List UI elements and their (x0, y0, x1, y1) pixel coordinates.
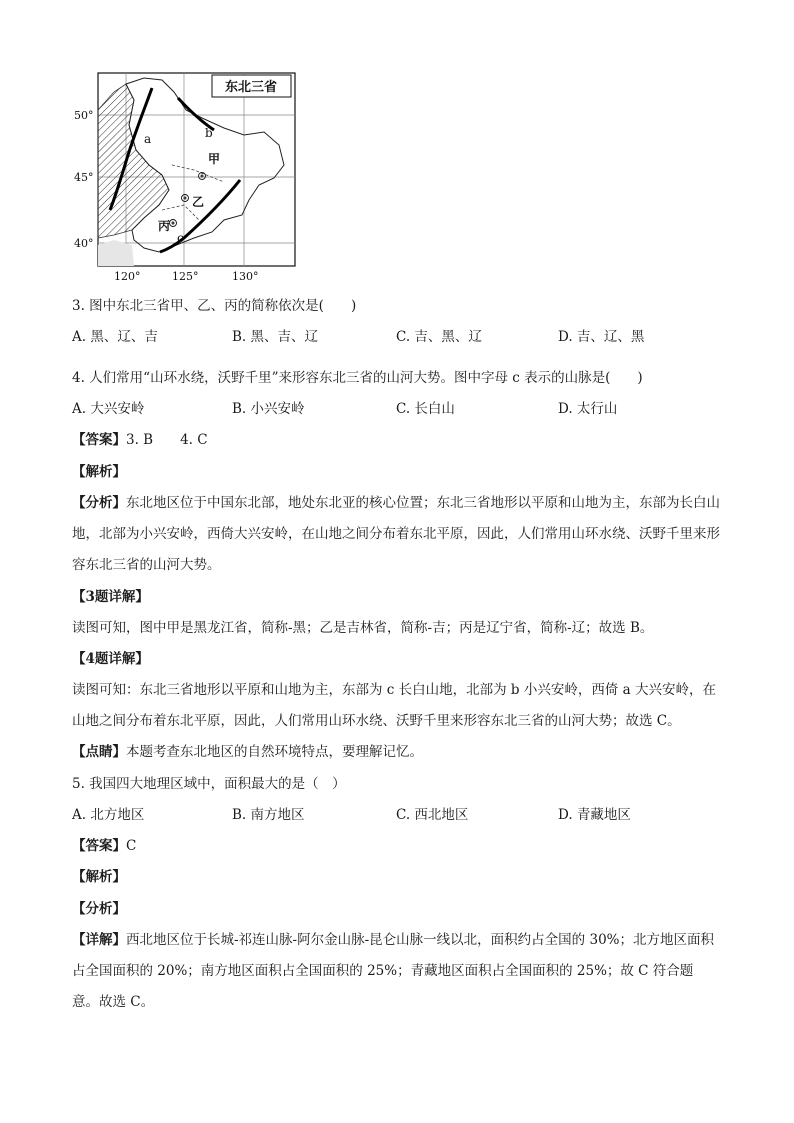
map-title: 东北三省 (224, 80, 278, 95)
q4-option-a[interactable]: A. 大兴安岭 (72, 401, 145, 417)
mountain-label-b: b (205, 126, 213, 140)
mountain-label-c: c (177, 231, 184, 245)
lon-label-120: 120° (114, 270, 141, 283)
lon-label-130: 130° (232, 270, 259, 283)
q4-option-d[interactable]: D. 太行山 (558, 401, 618, 417)
fenxi-tag-1: 【分析】 (72, 495, 126, 511)
detail4-tag: 【4题详解】 (72, 651, 149, 667)
region-label-yi: 乙 (192, 195, 205, 209)
q5-option-c[interactable]: C. 西北地区 (396, 807, 469, 823)
comment-tag: 【点睛】 (72, 744, 126, 760)
q5-option-d[interactable]: D. 青藏地区 (558, 807, 631, 823)
answer-line-2 (72, 836, 136, 856)
comment-line (72, 742, 423, 762)
northeast-map-svg (74, 70, 304, 285)
q4-option-b[interactable]: B. 小兴安岭 (232, 401, 305, 417)
q4-stem: 4. 人们常用“山环水绕，沃野千里”来形容东北三省的山河大势。图中字母 c 表示的山脉是( ) (72, 370, 643, 386)
q3-option-d[interactable]: D. 吉、辽、黑 (558, 329, 645, 345)
lon-label-125: 125° (172, 270, 199, 283)
q4-option-c[interactable]: C. 长白山 (396, 401, 455, 417)
comment-text: 本题考查东北地区的自然环境特点，要理解记忆。 (126, 744, 423, 760)
analysis-tag-2: 【解析】 (72, 869, 126, 885)
q3-option-c[interactable]: C. 吉、黑、辽 (396, 329, 482, 345)
detail4-text: 读图可知：东北三省地形以平原和山地为主，东部为 c 长白山地，北部为 b 小兴安岭，西倚 a 大兴安岭，在山地之间分布着东北平原，因此，人们常用山环水绕、沃野千里来形容东北三省的山河大势；故选 C。 (72, 682, 716, 729)
region-label-bing: 丙 (158, 219, 171, 233)
answer-line-1 (72, 430, 208, 450)
q5-option-a[interactable]: A. 北方地区 (72, 807, 145, 823)
q3-option-b[interactable]: B. 黑、吉、辽 (232, 329, 319, 345)
mountain-label-a: a (144, 132, 152, 146)
fenxi-text-1: 东北地区位于中国东北部，地处东北亚的核心位置；东北三省地形以平原和山地为主，东部为长白山地，北部为小兴安岭，西倚大兴安岭，在山地之间分布着东北平原，因此，人们常用山环水绕、沃野千里来形容东北三省的山河大势。 (72, 495, 720, 573)
fenxi-tag-2: 【分析】 (72, 901, 126, 917)
lat-label-50: 50° (74, 109, 94, 122)
lat-label-40: 40° (74, 237, 94, 250)
answer-tag-2: 【答案】 (72, 838, 126, 854)
answer-text-1: 3. B 4. C (126, 432, 208, 448)
lat-label-45: 45° (74, 171, 94, 184)
q5-stem: 5. 我国四大地理区域中，面积最大的是（ ） (72, 776, 346, 792)
detail5-tag: 【详解】 (72, 932, 126, 948)
q3-option-a[interactable]: A. 黑、辽、吉 (72, 329, 158, 345)
detail3-text: 读图可知，图中甲是黑龙江省，简称-黑；乙是吉林省，简称-吉；丙是辽宁省，简称-辽；故选 B。 (72, 620, 654, 636)
detail5-text: 西北地区位于长城-祁连山脉-阿尔金山脉-昆仑山脉一线以北，面积约占全国的 30%；北方地区面积占全国面积的 20%；南方地区面积占全国面积的 25%；青藏地区面积占全国面积的 25%；故 C 符合题意。故选 C。 (72, 932, 714, 1010)
northeast-map (74, 70, 304, 285)
answer-tag-1: 【答案】 (72, 432, 126, 448)
q5-option-b[interactable]: B. 南方地区 (232, 807, 305, 823)
fenxi-paragraph-1 (72, 488, 720, 581)
q3-stem: 3. 图中东北三省甲、乙、丙的简称依次是( ) (72, 298, 357, 314)
analysis-tag-1: 【解析】 (72, 464, 126, 480)
detail3-tag: 【3题详解】 (72, 589, 149, 605)
region-label-jia: 甲 (208, 152, 221, 166)
answer-text-2: C (126, 838, 137, 854)
detail5-paragraph (72, 925, 720, 1018)
